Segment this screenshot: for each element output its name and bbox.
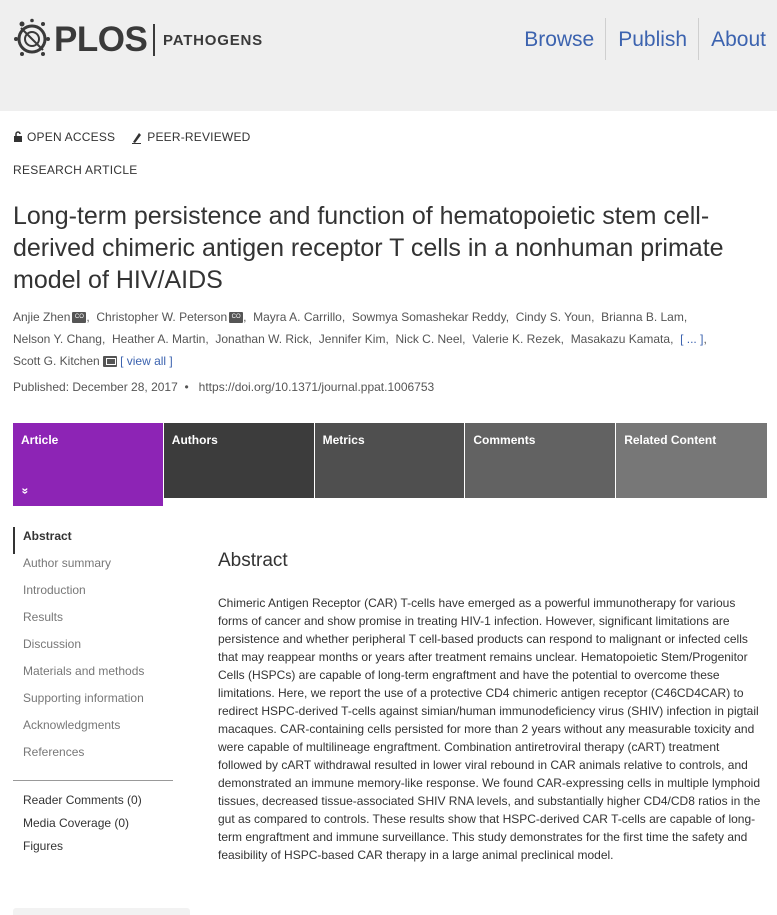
journal-name: PATHOGENS [163,32,263,49]
sidebar-item-materials-methods[interactable]: Materials and methods [23,664,145,678]
more-authors-link[interactable]: [ ... ] [680,332,704,346]
doi-link[interactable]: https://doi.org/10.1371/journal.ppat.1006753 [198,380,435,394]
chevron-down-icon: » [18,487,33,495]
view-all-authors-link[interactable]: [ view all ] [120,354,173,368]
plos-logo[interactable] [13,18,273,64]
author-name[interactable]: Heather A. Martin [111,332,206,346]
tab-related-content[interactable] [616,423,767,498]
publication-info [13,380,434,394]
nav-browse[interactable]: Browse [524,28,595,51]
author-list [13,306,770,372]
author-name[interactable]: Nelson Y. Chang [13,332,102,346]
sidebar-item-results[interactable]: Results [23,610,64,624]
author-name[interactable]: Valerie K. Rezek [472,332,561,346]
author-name[interactable]: Jonathan W. Rick [215,332,309,346]
tab-metrics[interactable] [315,423,465,498]
article-badges [13,130,267,144]
tab-label: Authors [171,433,218,447]
unlock-icon [13,131,23,143]
tab-comments[interactable] [465,423,615,498]
author-name[interactable]: Christopher W. Peterson CO [96,310,243,324]
author-name[interactable]: Mayra A. Carrillo [253,310,342,324]
abstract-text: Chimeric Antigen Receptor (CAR) T-cells have emerged as a powerful immunotherapy for various forms of cancer and show promise in treating HIV-1 infection. However, significant limitations are persistence and whether peripheral T cell-based products can respond to malignant or infected cells that may reappear months or years after treatment remains unclear. Hematopoietic Stem/Progenitor Cells (HSPCs) are capable of long-term engraftment and have the potential to overcome these limitations. Here, we report the use of a protective CD4 chimeric antigen receptor (C46CD4CAR) to redirect HSPC-derived T-cells against simian/human immunodeficiency virus (SHIV) infection in pigtail macaques. CAR-containing cells persisted for more than 2 years without any measurable toxicity and were capable of multilineage engraftment. Combination antiretroviral therapy (cART) treatment followed by cART withdrawal resulted in lower viral rebound in CAR animals relative to controls, and demonstrated an immune memory-like response. We found CAR-expressing cells in multiple lymphoid tissues, decreased tissue-associated SHIV RNA levels, and substantially higher CD4/CD8 ratios in the gut as compared to controls. These results show that HSPC-derived CAR T-cells are capable of long-term engraftment and immune surveillance. This study demonstrates for the first time the safety and feasibility of HSPC-based CAR therapy in a large animal preclinical model. [218,596,761,862]
sidebar-item-introduction[interactable]: Introduction [23,583,86,597]
peer-reviewed-badge[interactable] [131,130,250,144]
author-name[interactable]: Brianna B. Lam [601,310,684,324]
logo-wordmark: PLOS [54,20,148,59]
open-access-badge[interactable] [13,130,115,144]
author-name[interactable]: Nick C. Neel [395,332,463,346]
author-name[interactable]: Cindy S. Youn [515,310,592,324]
author-line-2: Nelson Y. Chang, Heather A. Martin, Jonathan W. Rick, Jennifer Kim, Nick C. Neel, Valerie K. Rezek, Masakazu Kamata, [ ... ], [13,332,707,346]
logo-divider [153,24,155,56]
sidebar-divider [13,780,173,781]
author-name[interactable]: Anjie Zhen CO [13,310,86,324]
author-name[interactable]: Sowmya Somashekar Reddy [351,310,506,324]
orcid-icon[interactable]: CO [72,312,86,323]
nav-about[interactable]: About [698,18,777,60]
bullet-separator: • [181,380,196,394]
author-name[interactable]: Scott G. Kitchen [13,354,117,368]
site-header [0,0,777,111]
author-line-1: Anjie Zhen CO , Christopher W. Peterson CO , Mayra A. Carrillo, Sowmya Somashekar Reddy, Cindy S. Youn, Brianna B. Lam, [13,310,688,324]
pen-icon [131,131,143,144]
mail-icon[interactable] [103,356,117,367]
article-type: RESEARCH ARTICLE [13,163,138,177]
plos-globe-icon [13,18,51,58]
article-body [218,550,766,864]
reader-comments-link[interactable]: Reader Comments (0) [23,793,142,807]
author-name[interactable]: Jennifer Kim [318,332,386,346]
author-name[interactable]: Masakazu Kamata [570,332,671,346]
abstract-heading: Abstract [218,550,288,571]
sidebar-item-acknowledgments[interactable]: Acknowledgments [23,718,121,732]
sidebar-item-references[interactable]: References [23,745,85,759]
sidebar-item-abstract[interactable]: Abstract [13,527,173,554]
nav-publish[interactable]: Publish [605,18,698,60]
orcid-icon[interactable]: CO [229,312,243,323]
figures-link[interactable]: Figures [23,839,64,853]
sidebar-item-supporting-information[interactable]: Supporting information [23,691,144,705]
sidebar-panel-edge [13,908,190,915]
article-title: Long-term persistence and function of hematopoietic stem cell-derived chimeric antigen receptor T cells in a nonhuman primate model of HIV/AIDS [13,202,724,294]
sidebar-item-discussion[interactable]: Discussion [23,637,82,651]
publish-date: Published: December 28, 2017 [13,380,178,394]
peer-reviewed-label: PEER-REVIEWED [147,130,251,144]
main-nav [512,18,777,60]
article-sidebar-nav [13,527,173,862]
tab-label: Related Content [624,433,717,447]
tab-authors[interactable] [164,423,314,498]
article-tabs [13,423,767,506]
tab-label: Article [21,433,59,447]
author-line-3 [13,350,770,372]
sidebar-item-author-summary[interactable]: Author summary [23,556,112,570]
tab-article[interactable] [13,423,163,506]
open-access-label: OPEN ACCESS [27,130,116,144]
tab-label: Metrics [322,433,365,447]
tab-label: Comments [473,433,536,447]
media-coverage-link[interactable]: Media Coverage (0) [23,816,130,830]
